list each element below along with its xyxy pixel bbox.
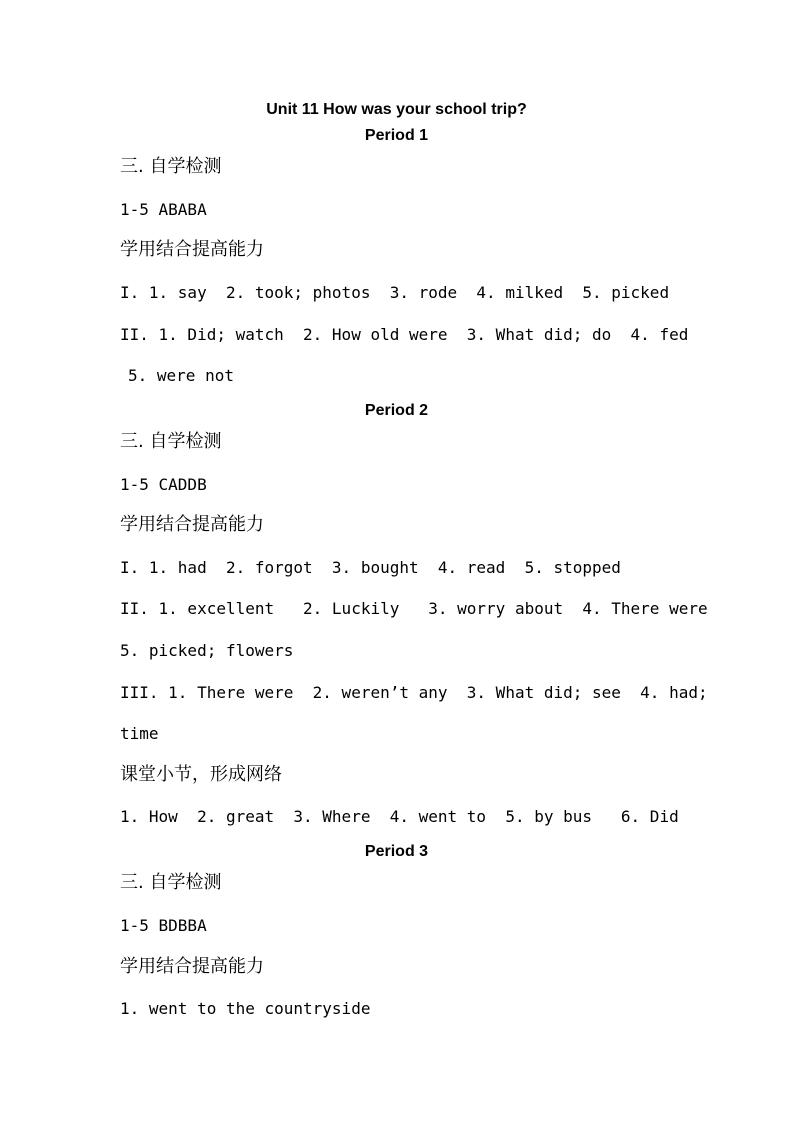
period-1-part-1-answers: I. 1. say 2. took; photos 3. rode 4. milked 5. picked (120, 283, 670, 302)
period-2-heading: Period 2 (364, 402, 429, 419)
period-2-part-2-answers: II. 1. excellent 2. Luckily 3. worry about 4. There were (120, 599, 708, 618)
period-2-practice-heading: 学用结合提高能力 (120, 514, 264, 535)
period-2-summary-heading: 课堂小节，形成网络 (120, 764, 282, 785)
period-3-self-test-heading: 三. 自学检测 (120, 872, 222, 893)
period-3-heading: Period 3 (364, 843, 429, 860)
document-title: Unit 11 How was your school trip? (266, 101, 527, 118)
period-1-heading: Period 1 (364, 127, 429, 144)
period-3-practice-heading: 学用结合提高能力 (120, 956, 264, 977)
period-2-part-3-continued: time (120, 724, 159, 743)
period-1-self-test-answers: 1-5 ABABA (120, 200, 207, 219)
period-3-self-test-answers: 1-5 BDBBA (120, 916, 207, 935)
period-2-part-3-answers: III. 1. There were 2. weren’t any 3. What did; see 4. had; (120, 683, 708, 702)
period-1-part-2-continued: 5. were not (128, 366, 234, 385)
period-2-part-2-continued: 5. picked; flowers (120, 641, 294, 660)
period-1-self-test-heading: 三. 自学检测 (120, 156, 222, 177)
period-1-part-2-answers: II. 1. Did; watch 2. How old were 3. What did; do 4. fed (120, 325, 689, 344)
period-2-self-test-answers: 1-5 CADDB (120, 475, 207, 494)
period-2-part-1-answers: I. 1. had 2. forgot 3. bought 4. read 5. stopped (120, 558, 621, 577)
period-3-part-1-answers: 1. went to the countryside (120, 999, 371, 1018)
period-1-practice-heading: 学用结合提高能力 (120, 239, 264, 260)
period-2-self-test-heading: 三. 自学检测 (120, 431, 222, 452)
period-2-summary-answers: 1. How 2. great 3. Where 4. went to 5. by bus 6. Did (120, 807, 679, 826)
